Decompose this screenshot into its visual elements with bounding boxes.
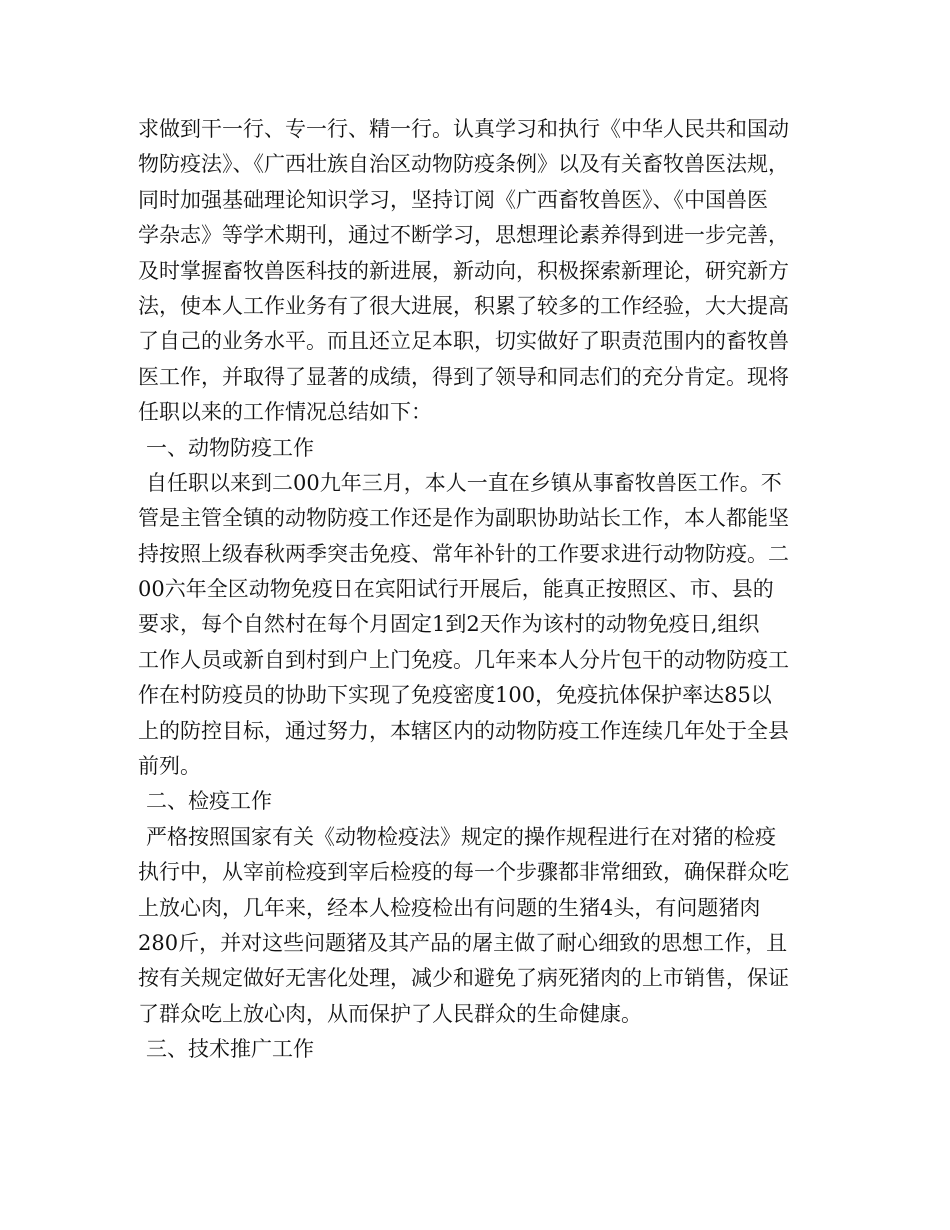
text-line: 学杂志》等学术期刊，通过不断学习，思想理论素养得到进一步完善， xyxy=(138,223,789,248)
text-line: 280斤，并对这些问题猪及其产品的屠主做了耐心细致的思想工作，且 xyxy=(138,930,788,955)
text-line: 管是主管全镇的动物防疫工作还是作为副职协助站长工作，本人都能坚 xyxy=(138,506,789,531)
text-line: 了群众吃上放心肉，从而保护了人民群众的生命健康。 xyxy=(138,1001,642,1026)
text-line: 执行中，从宰前检疫到宰后检疫的每一个步骤都非常细致，确保群众吃 xyxy=(138,860,789,885)
text-line: 上放心肉，几年来，经本人检疫检出有问题的生猪4头，有问题猪肉 xyxy=(138,895,761,920)
text-line: 医工作，并取得了显著的成绩，得到了领导和同志们的充分肯定。现将 xyxy=(138,364,789,389)
section2-paragraph xyxy=(138,820,828,1032)
text-line: 法，使本人工作业务有了很大进展，积累了较多的工作经验，大大提高 xyxy=(138,293,789,318)
text-line: 上的防控目标，通过努力，本辖区内的动物防疫工作连续几年处于全县 xyxy=(138,718,789,743)
text-line: 按有关规定做好无害化处理，减少和避免了病死猪肉的上市销售，保证 xyxy=(138,966,789,991)
section-heading-quarantine: 二、检疫工作 xyxy=(146,789,272,814)
text-line: 00六年全区动物免疫日在宾阳试行开展后，能真正按照区、市、县的 xyxy=(138,577,774,602)
intro-paragraph xyxy=(138,112,828,431)
text-line: 严格按照国家有关《动物检疫法》规定的操作规程进行在对猪的检疫 xyxy=(146,824,776,849)
text-line: 要求，每个自然村在每个月固定1到2天作为该村的动物免疫日,组织 xyxy=(138,612,760,637)
section-heading-tech-promotion: 三、技术推广工作 xyxy=(146,1037,314,1062)
text-line: 了自己的业务水平。而且还立足本职，切实做好了职责范围内的畜牧兽 xyxy=(138,329,789,354)
text-line: 物防疫法》、《广西壮族自治区动物防疫条例》以及有关畜牧兽医法规， xyxy=(138,152,789,177)
text-line: 求做到干一行、专一行、精一行。认真学习和执行《中华人民共和国动 xyxy=(138,117,789,141)
document-body xyxy=(138,112,828,1068)
text-line: 自任职以来到二00九年三月，本人一直在乡镇从事畜牧兽医工作。不 xyxy=(146,470,782,495)
section-heading-animal-epidemic: 一、动物防疫工作 xyxy=(146,435,314,460)
text-line: 持按照上级春秋两季突击免疫、常年补针的工作要求进行动物防疫。二 xyxy=(138,541,789,566)
text-line: 同时加强基础理论知识学习，坚持订阅《广西畜牧兽医》、《中国兽医 xyxy=(138,187,768,212)
text-line: 及时掌握畜牧兽医科技的新进展，新动向，积极探索新理论，研究新方 xyxy=(138,258,789,283)
section1-paragraph xyxy=(138,466,828,785)
text-line: 工作人员或新自到村到户上门免疫。几年来本人分片包干的动物防疫工 xyxy=(138,647,789,672)
text-line: 前列。 xyxy=(138,754,201,779)
text-line: 作在村防疫员的协助下实现了免疫密度100，免疫抗体保护率达85以 xyxy=(138,683,772,708)
text-line: 任职以来的工作情况总结如下： xyxy=(138,400,432,425)
